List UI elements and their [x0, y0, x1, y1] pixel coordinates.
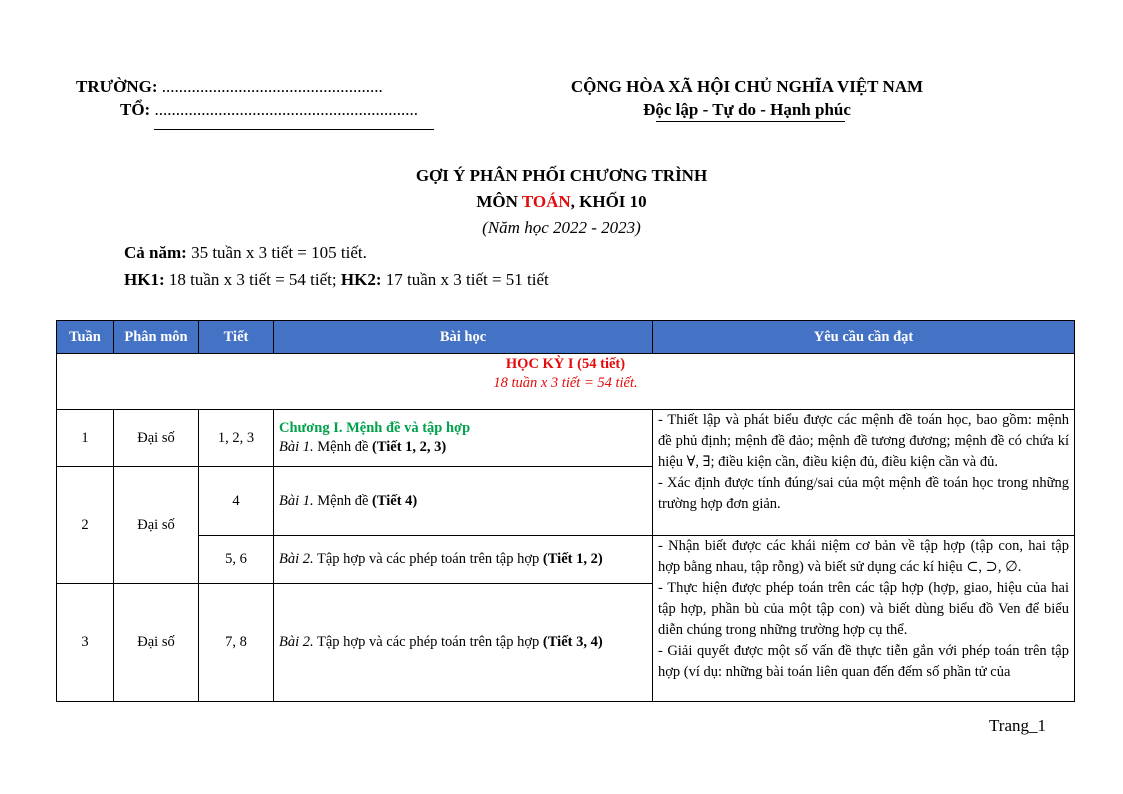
lesson-name: Mệnh đề — [313, 439, 373, 455]
motto: Độc lập - Tự do - Hạnh phúc — [643, 100, 851, 119]
hk1-label: HK1: — [124, 270, 165, 289]
hk2-text: 17 tuần x 3 tiết = 51 tiết — [381, 270, 549, 289]
lesson-name: Tập hợp và các phép toán trên tập hợp — [313, 551, 543, 567]
hk1-text: 18 tuần x 3 tiết = 54 tiết; — [164, 270, 341, 289]
subject-name: TOÁN — [521, 192, 571, 211]
country-header — [552, 75, 942, 121]
week-cell: 1 — [57, 410, 114, 467]
lesson-periods: (Tiết 4) — [372, 492, 418, 509]
semester-title: HỌC KỲ I (54 tiết) — [505, 356, 626, 372]
col-header-week: Tuần — [57, 321, 114, 354]
page-number: Trang_1 — [989, 716, 1046, 735]
lesson-periods: (Tiết 1, 2) — [542, 551, 603, 567]
lesson-name: Tập hợp và các phép toán trên tập hợp — [313, 634, 543, 650]
doc-title: GỢI Ý PHÂN PHỐI CHƯƠNG TRÌNH — [415, 166, 708, 185]
school-year: (Năm học 2022 - 2023) — [482, 218, 641, 237]
school-label: TRƯỜNG: — [76, 77, 158, 96]
week-cell: 3 — [57, 584, 114, 702]
lesson-cell — [274, 536, 653, 584]
group-dots: .............................................................. — [150, 100, 418, 119]
week-cell: 2 — [57, 467, 114, 584]
lesson-cell — [274, 410, 653, 467]
right-underline — [656, 121, 845, 122]
col-header-requirements: Yêu cầu cần đạt — [653, 321, 1075, 354]
col-header-subject: Phân môn — [114, 321, 199, 354]
doc-subtitle — [0, 192, 1123, 212]
lesson-number: Bài 2. — [279, 634, 314, 650]
year-text: 35 tuần x 3 tiết = 105 tiết. — [186, 243, 367, 262]
table-row — [57, 536, 1075, 584]
year-label: Cả năm: — [124, 243, 187, 262]
table-header-row — [57, 321, 1075, 354]
subtitle-pre: MÔN — [476, 192, 522, 211]
curriculum-table — [56, 320, 1075, 702]
requirements-cell — [653, 410, 1075, 536]
semester-cell — [57, 354, 1075, 410]
lesson-title — [279, 438, 647, 457]
lesson-cell — [274, 584, 653, 702]
lesson-number: Bài 1. — [279, 439, 314, 455]
periods-cell: 5, 6 — [199, 536, 274, 584]
semester-row — [57, 354, 1075, 410]
subject-cell: Đại số — [114, 410, 199, 467]
lesson-name: Mệnh đề — [313, 492, 373, 509]
requirement-item: - Nhận biết được các khái niệm cơ bản về tập hợp (tập con, hai tập hợp bằng nhau, tập rỗng) và biết sử dụng các kí hiệu ⊂, ⊃, ∅. — [658, 538, 1069, 575]
school-line — [76, 75, 418, 98]
requirement-item: - Thực hiện được phép toán trên các tập hợp (hợp, giao, hiệu của hai tập hợp, phần bù của một tập con) và biết dùng biểu đồ Ven để biểu diễn chúng trong những trường hợp cụ thể. — [658, 580, 1069, 638]
table-row — [57, 410, 1075, 467]
lesson-number: Bài 2. — [279, 551, 314, 567]
subtitle-post: , KHỐI 10 — [570, 192, 647, 211]
group-label: TỔ: — [120, 100, 151, 119]
col-header-periods: Tiết — [199, 321, 274, 354]
school-dots: .................................................... — [157, 77, 383, 96]
semester-subtitle: 18 tuần x 3 tiết = 54 tiết. — [493, 375, 638, 391]
lesson-cell — [274, 467, 653, 536]
subject-cell: Đại số — [114, 584, 199, 702]
lesson-periods: (Tiết 3, 4) — [542, 634, 603, 650]
country-name: CỘNG HÒA XÃ HỘI CHỦ NGHĨA VIỆT NAM — [570, 77, 924, 96]
requirements-cell — [653, 536, 1075, 702]
school-header — [76, 75, 418, 121]
requirements-clip — [658, 536, 1069, 700]
lesson-number: Bài 1. — [279, 492, 314, 509]
periods-cell: 4 — [199, 467, 274, 536]
subject-cell: Đại số — [114, 467, 199, 584]
periods-cell: 1, 2, 3 — [199, 410, 274, 467]
periods-cell: 7, 8 — [199, 584, 274, 702]
semester-summary — [124, 270, 549, 290]
lesson-periods: (Tiết 1, 2, 3) — [372, 439, 447, 455]
year-summary — [124, 243, 367, 263]
hk2-label: HK2: — [340, 270, 382, 289]
col-header-lesson: Bài học — [274, 321, 653, 354]
chapter-title: Chương I. Mệnh đề và tập hợp — [279, 420, 471, 436]
requirement-item: - Thiết lập và phát biểu được các mệnh đề toán học, bao gồm: mệnh đề phủ định; mệnh đề đảo; mệnh đề tương đương; mệnh đề có chứa kí hiệu ∀, ∃; điều kiện cần, điều kiện đủ, điều kiện cần và đủ. — [658, 412, 1069, 470]
group-line — [76, 98, 418, 121]
left-underline — [154, 129, 434, 130]
requirement-item: - Giải quyết được một số vấn đề thực tiễn gắn với phép toán trên tập hợp (ví dụ: những bài toán liên quan đến đếm số phần tử của — [658, 643, 1069, 680]
requirement-item: - Xác định được tính đúng/sai của một mệnh đề toán học trong những trường hợp đơn giản. — [658, 475, 1069, 512]
